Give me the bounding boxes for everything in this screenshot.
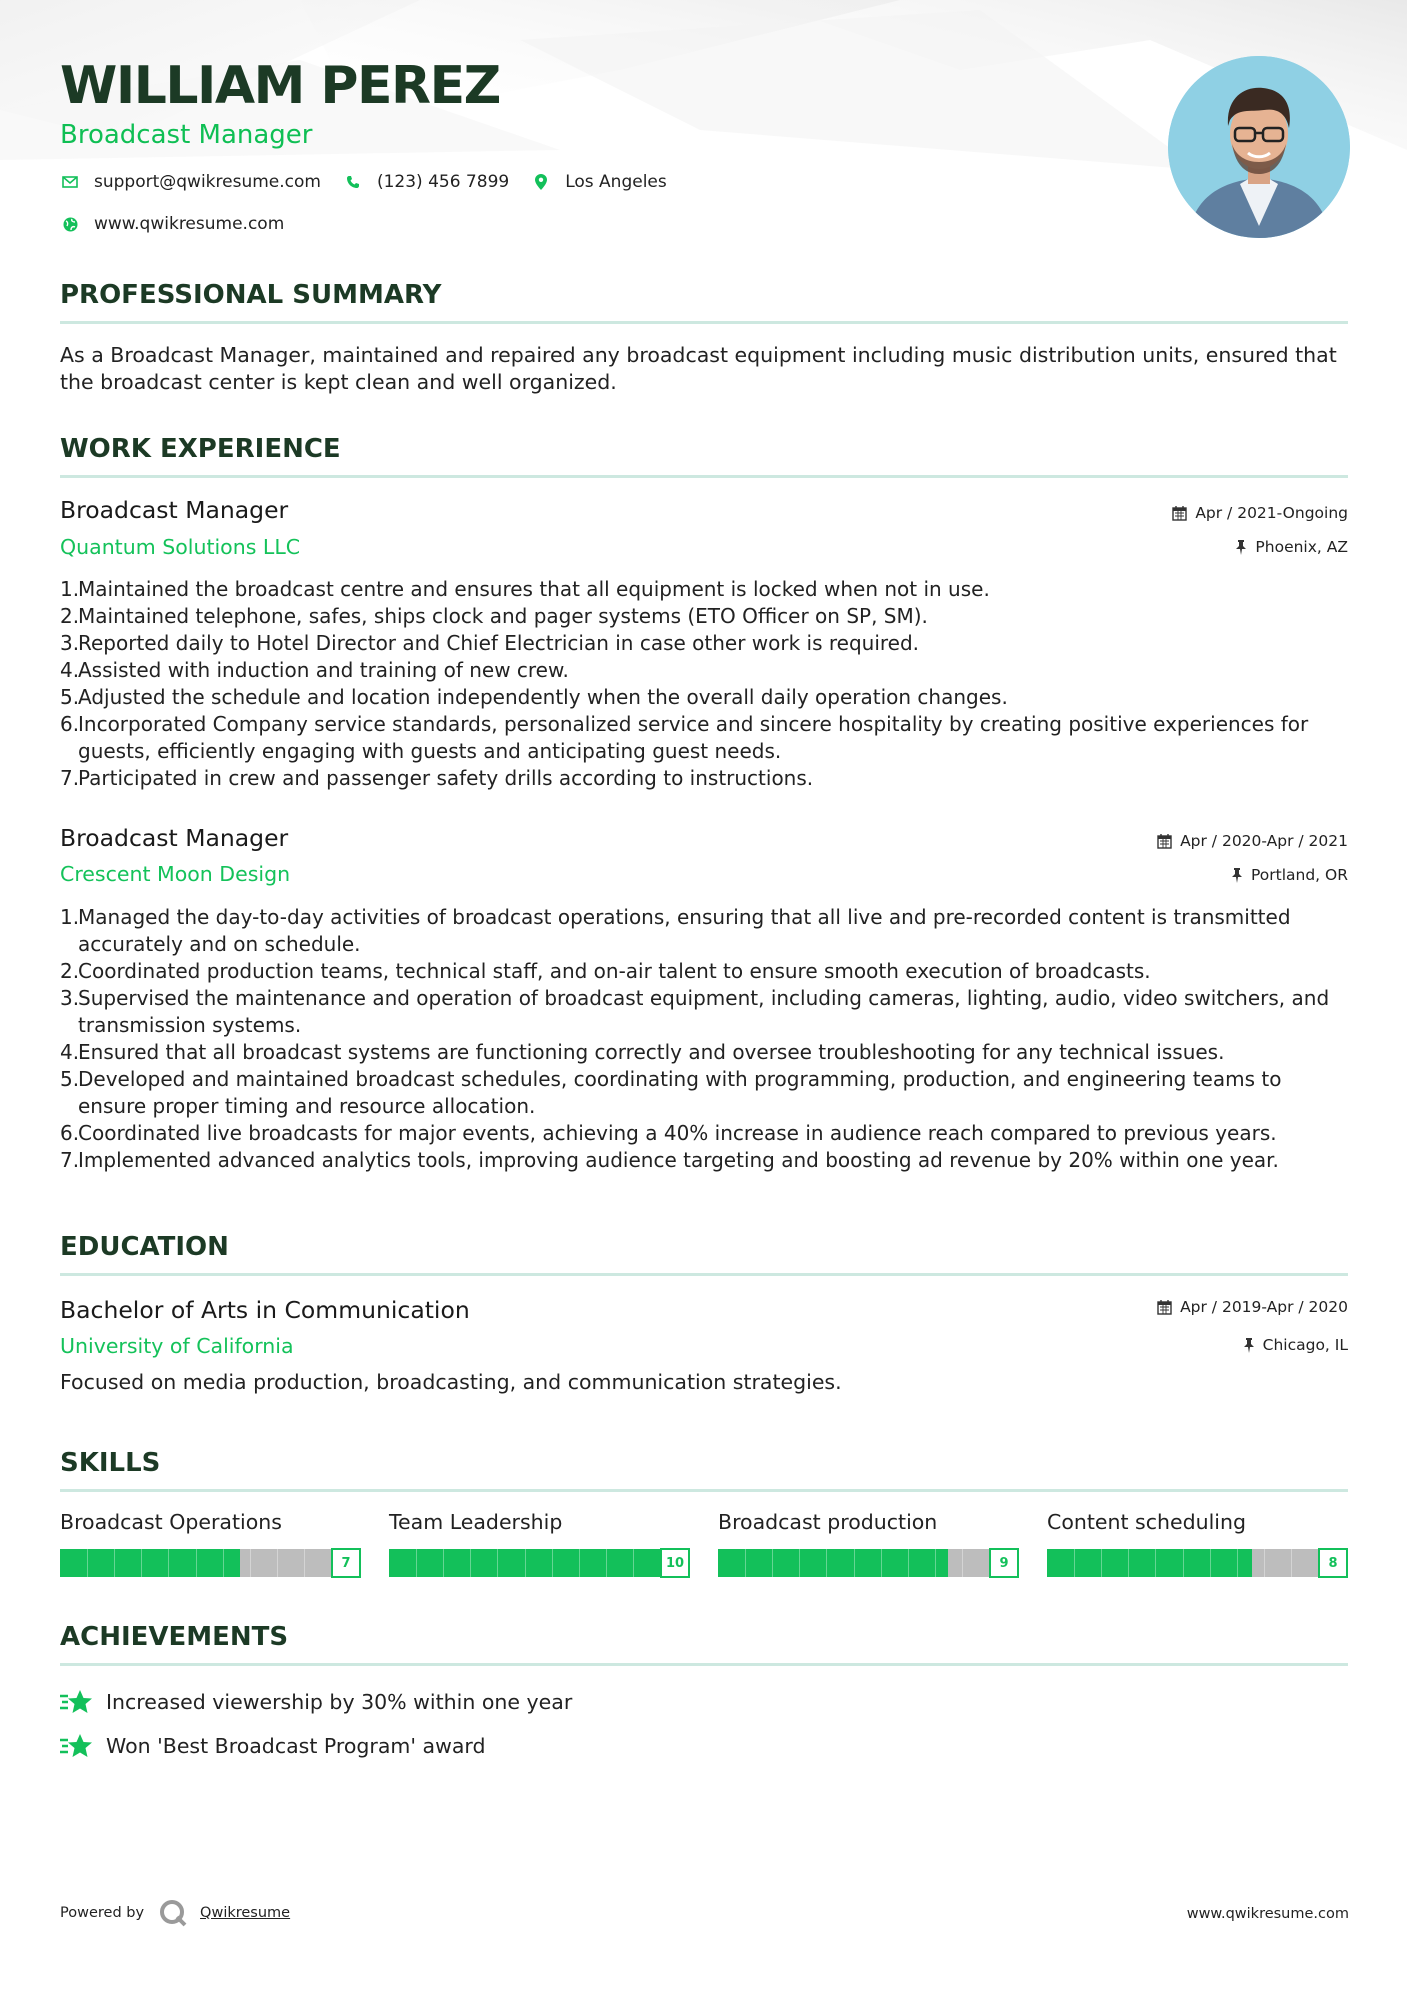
list-number: 5. bbox=[60, 685, 80, 709]
skill-score: 10 bbox=[660, 1548, 690, 1578]
contact-row bbox=[60, 172, 689, 192]
skill-bar-fill bbox=[1047, 1549, 1252, 1577]
list-text: Supervised the maintenance and operation of broadcast equipment, including cameras, lighting, audio, video switchers, and transmission systems. bbox=[78, 986, 1330, 1037]
calendar-icon bbox=[1157, 1300, 1172, 1315]
list-number: 2. bbox=[60, 959, 80, 983]
skill-name: Content scheduling bbox=[1047, 1510, 1247, 1534]
list-text: Participated in crew and passenger safety drills according to instructions. bbox=[78, 766, 814, 790]
skill-bar-segment bbox=[962, 1549, 963, 1577]
phone-number: (123) 456 7899 bbox=[376, 172, 510, 192]
list-number: 7. bbox=[60, 766, 80, 790]
phone-icon bbox=[343, 172, 363, 192]
skill-bar-segment bbox=[1183, 1549, 1184, 1577]
skill-bar-segment bbox=[1210, 1549, 1211, 1577]
list-text: Maintained the broadcast centre and ensures that all equipment is locked when not in use. bbox=[78, 577, 990, 601]
envelope-icon bbox=[60, 172, 80, 192]
skill-bar-segment bbox=[1237, 1549, 1238, 1577]
skill-bar-segment bbox=[141, 1549, 142, 1577]
skill-score: 9 bbox=[989, 1548, 1019, 1578]
achievement-item bbox=[60, 1688, 572, 1716]
email-link[interactable]: support@qwikresume.com bbox=[94, 172, 321, 192]
list-number: 6. bbox=[60, 1121, 80, 1145]
list-item bbox=[60, 985, 1348, 1039]
skill-bar-segment bbox=[633, 1549, 634, 1577]
list-text: Adjusted the schedule and location independently when the overall daily operation changes. bbox=[78, 685, 1008, 709]
list-text: Coordinated production teams, technical staff, and on-air talent to ensure smooth execution of broadcasts. bbox=[78, 959, 1151, 983]
star-icon bbox=[60, 1732, 94, 1760]
education-description: Focused on media production, broadcasting, and communication strategies. bbox=[60, 1370, 842, 1394]
footer-powered-by bbox=[60, 1898, 290, 1928]
list-item bbox=[60, 657, 1348, 684]
skill-bar-segment bbox=[826, 1549, 827, 1577]
list-item bbox=[60, 765, 1348, 792]
list-number: 2. bbox=[60, 604, 80, 628]
list-item bbox=[60, 958, 1348, 985]
map-pin-icon bbox=[531, 172, 551, 192]
list-item bbox=[60, 1066, 1348, 1120]
list-text: Implemented advanced analytics tools, improving audience targeting and boosting ad revenue by 20% within one year. bbox=[78, 1148, 1279, 1172]
list-item bbox=[60, 904, 1348, 958]
section-divider bbox=[60, 1273, 1348, 1276]
skill-bar-segment bbox=[1264, 1549, 1265, 1577]
experience-heading: WORK EXPERIENCE bbox=[60, 434, 341, 464]
footer-website-link[interactable]: www.qwikresume.com bbox=[1186, 1906, 1349, 1922]
skill-bar bbox=[60, 1548, 361, 1578]
list-number: 6. bbox=[60, 712, 80, 736]
skill-item bbox=[1047, 1510, 1348, 1578]
achievement-item bbox=[60, 1732, 486, 1760]
skill-item bbox=[389, 1510, 690, 1578]
list-number: 3. bbox=[60, 986, 80, 1010]
list-number: 7. bbox=[60, 1148, 80, 1172]
education-heading: EDUCATION bbox=[60, 1232, 229, 1262]
skill-score: 7 bbox=[331, 1548, 361, 1578]
skill-bar-segment bbox=[1291, 1549, 1292, 1577]
skill-bar-segment bbox=[1128, 1549, 1129, 1577]
list-number: 4. bbox=[60, 1040, 80, 1064]
list-item bbox=[60, 1120, 1348, 1147]
location-text: Los Angeles bbox=[565, 172, 667, 192]
list-item bbox=[60, 576, 1348, 603]
star-icon bbox=[60, 1688, 94, 1716]
job-date-text: Apr / 2020-Apr / 2021 bbox=[1180, 832, 1348, 850]
skill-name: Broadcast production bbox=[718, 1510, 938, 1534]
pushpin-icon bbox=[1235, 540, 1247, 555]
job-bullets bbox=[60, 576, 1348, 792]
website-link[interactable]: www.qwikresume.com bbox=[94, 214, 285, 234]
skill-bar-segment bbox=[606, 1549, 607, 1577]
achievement-text: Won 'Best Broadcast Program' award bbox=[106, 1734, 486, 1758]
section-divider bbox=[60, 1663, 1348, 1666]
list-item bbox=[60, 630, 1348, 657]
qwikresume-link[interactable]: Qwikresume bbox=[200, 1905, 291, 1921]
skill-item bbox=[718, 1510, 1019, 1578]
list-text: Coordinated live broadcasts for major events, achieving a 40% increase in audience reach compared to previous years. bbox=[78, 1121, 1277, 1145]
skill-bar-segment bbox=[1074, 1549, 1075, 1577]
skill-bar-segment bbox=[854, 1549, 855, 1577]
list-text: Developed and maintained broadcast schedules, coordinating with programming, production, and engineering teams to ensure proper timing and resource allocation. bbox=[78, 1067, 1282, 1118]
list-number: 4. bbox=[60, 658, 80, 682]
education-location-text: Chicago, IL bbox=[1262, 1336, 1348, 1354]
list-item bbox=[60, 1147, 1348, 1174]
list-item bbox=[60, 603, 1348, 630]
skills-heading: SKILLS bbox=[60, 1448, 161, 1478]
skill-bar-segment bbox=[908, 1549, 909, 1577]
education-date bbox=[1157, 1298, 1348, 1316]
skill-bar-segment bbox=[552, 1549, 553, 1577]
list-item bbox=[60, 684, 1348, 711]
candidate-title: Broadcast Manager bbox=[60, 120, 313, 150]
skill-item bbox=[60, 1510, 361, 1578]
skill-bar-segment bbox=[579, 1549, 580, 1577]
list-text: Ensured that all broadcast systems are functioning correctly and oversee troubleshooting for any technical issues. bbox=[78, 1040, 1225, 1064]
job-location-text: Portland, OR bbox=[1250, 866, 1348, 884]
pushpin-icon bbox=[1243, 1338, 1255, 1353]
skill-bar-segment bbox=[277, 1549, 278, 1577]
job-title: Broadcast Manager bbox=[60, 824, 289, 852]
section-divider bbox=[60, 475, 1348, 478]
job-date-text: Apr / 2021-Ongoing bbox=[1195, 504, 1348, 522]
skill-name: Team Leadership bbox=[389, 1510, 563, 1534]
skill-bar-segment bbox=[525, 1549, 526, 1577]
job-company: Crescent Moon Design bbox=[60, 862, 291, 886]
list-text: Assisted with induction and training of new crew. bbox=[78, 658, 569, 682]
skill-bar-segment bbox=[935, 1549, 936, 1577]
skill-bar bbox=[718, 1548, 1019, 1578]
skill-bar-segment bbox=[772, 1549, 773, 1577]
job-location bbox=[1235, 538, 1348, 556]
skill-bar-segment bbox=[745, 1549, 746, 1577]
education-location bbox=[1243, 1336, 1348, 1354]
skill-bar-segment bbox=[168, 1549, 169, 1577]
degree-title: Bachelor of Arts in Communication bbox=[60, 1296, 470, 1324]
website-row bbox=[60, 214, 306, 234]
job-date bbox=[1157, 832, 1348, 850]
achievements-heading: ACHIEVEMENTS bbox=[60, 1622, 289, 1652]
job-bullets bbox=[60, 904, 1348, 1174]
skill-bar-segment bbox=[881, 1549, 882, 1577]
candidate-name: WILLIAM PEREZ bbox=[60, 56, 500, 116]
achievement-text: Increased viewership by 30% within one year bbox=[106, 1690, 573, 1714]
skill-bar-segment bbox=[799, 1549, 800, 1577]
section-divider bbox=[60, 321, 1348, 324]
skill-bar-segment bbox=[416, 1549, 417, 1577]
skill-bar-fill bbox=[718, 1549, 948, 1577]
skill-bar-segment bbox=[1101, 1549, 1102, 1577]
list-number: 3. bbox=[60, 631, 80, 655]
job-location-text: Phoenix, AZ bbox=[1255, 538, 1348, 556]
globe-icon bbox=[60, 214, 80, 234]
skill-bar-segment bbox=[470, 1549, 471, 1577]
skill-bar-segment bbox=[443, 1549, 444, 1577]
qwikresume-logo-icon bbox=[158, 1898, 188, 1928]
list-number: 1. bbox=[60, 905, 80, 929]
skill-bar bbox=[1047, 1548, 1348, 1578]
list-text: Reported daily to Hotel Director and Chief Electrician in case other work is required. bbox=[78, 631, 920, 655]
list-text: Managed the day-to-day activities of broadcast operations, ensuring that all live and pre-recorded content is transmitted accurately and on schedule. bbox=[78, 905, 1291, 956]
skill-bar-segment bbox=[114, 1549, 115, 1577]
section-divider bbox=[60, 1489, 1348, 1492]
summary-heading: PROFESSIONAL SUMMARY bbox=[60, 280, 442, 310]
list-text: Maintained telephone, safes, ships clock and pager systems (ETO Officer on SP, SM). bbox=[78, 604, 928, 628]
powered-by-label: Powered by bbox=[60, 1905, 145, 1921]
list-item bbox=[60, 1039, 1348, 1066]
skill-bar-segment bbox=[196, 1549, 197, 1577]
skill-name: Broadcast Operations bbox=[60, 1510, 282, 1534]
list-number: 1. bbox=[60, 577, 80, 601]
calendar-icon bbox=[1157, 834, 1172, 849]
skill-bar bbox=[389, 1548, 690, 1578]
skill-bar-segment bbox=[250, 1549, 251, 1577]
skill-score: 8 bbox=[1318, 1548, 1348, 1578]
list-item bbox=[60, 711, 1348, 765]
pushpin-icon bbox=[1231, 868, 1243, 883]
list-number: 5. bbox=[60, 1067, 80, 1091]
education-date-text: Apr / 2019-Apr / 2020 bbox=[1180, 1298, 1348, 1316]
profile-photo bbox=[1168, 56, 1350, 238]
skill-bar-segment bbox=[87, 1549, 88, 1577]
calendar-icon bbox=[1172, 506, 1187, 521]
skill-bar-segment bbox=[1155, 1549, 1156, 1577]
job-company: Quantum Solutions LLC bbox=[60, 535, 301, 559]
job-title: Broadcast Manager bbox=[60, 496, 289, 524]
school-name: University of California bbox=[60, 1334, 294, 1358]
job-location bbox=[1231, 866, 1348, 884]
skill-bar-segment bbox=[223, 1549, 224, 1577]
job-date bbox=[1172, 504, 1348, 522]
list-text: Incorporated Company service standards, personalized service and sincere hospitality by creating positive experiences for guests, efficiently engaging with guests and anticipating guest needs. bbox=[78, 712, 1309, 763]
skill-bar-segment bbox=[304, 1549, 305, 1577]
summary-text: As a Broadcast Manager, maintained and repaired any broadcast equipment including music distribution units, ensured that the broadcast center is kept clean and well organized. bbox=[60, 343, 1337, 394]
skill-bar-segment bbox=[497, 1549, 498, 1577]
